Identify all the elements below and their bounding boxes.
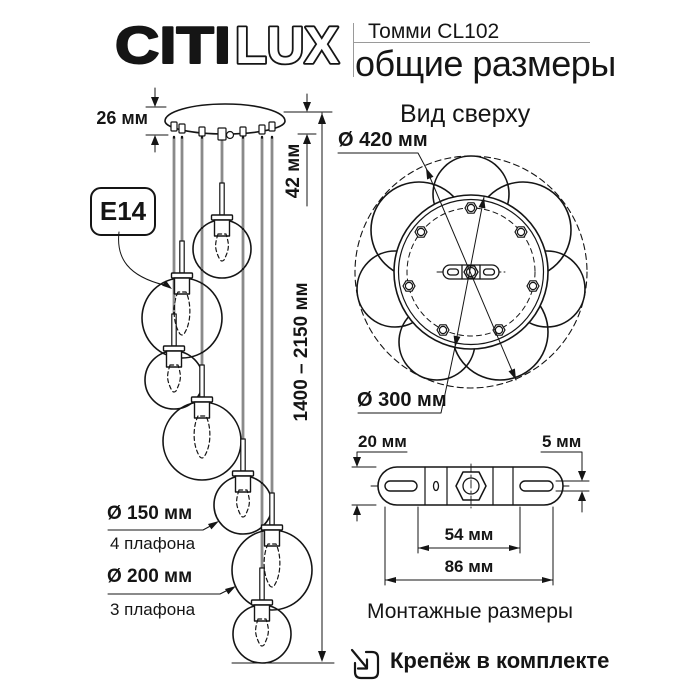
dim-slot-width: 5 мм [542, 432, 582, 451]
page-title: общие размеры [355, 43, 616, 84]
dim-slot-inner-span: 54 мм [444, 525, 494, 544]
dim-canopy-height: 26 мм [96, 108, 148, 128]
top-view-drawing [338, 153, 587, 413]
header-divider-vertical [353, 23, 354, 77]
dim-slot-outer-span: 86 мм [444, 557, 494, 576]
large-globe-count: 3 плафона [110, 600, 196, 619]
small-globe-count: 4 плафона [110, 534, 196, 553]
dim-height-range: 1400 – 2150 мм [291, 282, 313, 422]
logo-text-citi: CITI [115, 17, 231, 73]
box-arrow-icon [352, 650, 378, 678]
top-view-title: Вид сверху [400, 100, 531, 128]
dim-plate-height: 20 мм [358, 432, 407, 451]
dim-large-globe: Ø 200 мм [107, 566, 193, 587]
hardware-included-label: Крепёж в комплекте [390, 648, 610, 673]
dim-small-globe: Ø 150 мм [107, 503, 193, 524]
dim-outer-diameter: Ø 420 мм [338, 129, 428, 151]
model-name: Томми CL102 [368, 20, 500, 43]
mounting-caption: Монтажные размеры [367, 600, 573, 623]
citilux-logo [113, 17, 343, 73]
socket-type-badge: E14 [90, 187, 156, 236]
dim-canopy-diameter: Ø 300 мм [357, 389, 447, 411]
dim-hang-offset: 42 мм [283, 143, 305, 199]
logo-text-lux: LUX [235, 17, 340, 73]
